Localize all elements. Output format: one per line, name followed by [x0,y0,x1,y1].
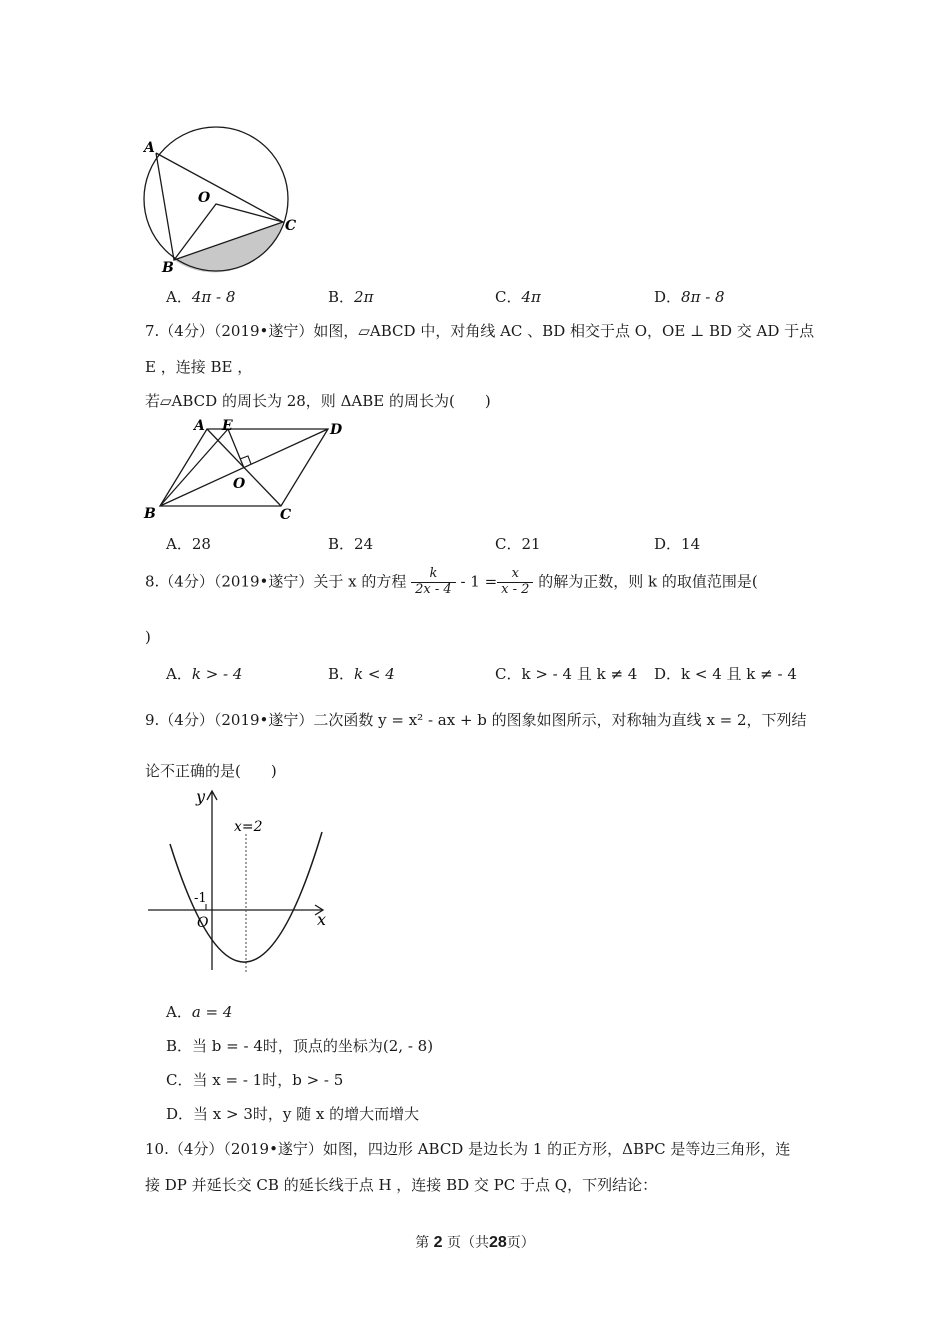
symmetry-axis-label: x=2 [234,819,263,835]
q7-option-d: D．14 [654,535,701,553]
q8-option-a: A．k > - 4 [166,665,243,683]
q10-line2: 接 DP 并延长交 CB 的延长线于点 H ，连接 BD 交 PC 于点 Q，下列结论： [145,1176,658,1194]
q9-line2: 论不正确的是( ) [145,762,277,780]
y-axis-label: y [196,787,206,806]
point-b-label: B [144,506,156,522]
q8-line1: 8.（4分）（2019•遂宁）关于 x 的方程 $\frac{k}{2x - 4}$ - 1 = $\frac{x}{x - 2}$ 的解为正数，则 k 的取值范围是( [145,566,758,597]
q10-line1: 10.（4分）（2019•遂宁）如图，四边形 ABCD 是边长为 1 的正方形，ΔBPC 是等边三角形，连 [145,1140,791,1158]
q9-option-b: B．当 b = - 4时，顶点的坐标为(2, - 8) [166,1037,434,1055]
q7-figure [140,418,350,524]
q8-option-c: C．k > - 4 且 k ≠ 4 [495,665,638,683]
q6-figure [138,120,308,280]
point-d-label: D [330,422,343,438]
q7-option-b: B．24 [328,535,374,553]
q8-option-b: B．k < 4 [328,665,395,683]
q6-option-a: A．4π - 8 [166,288,236,306]
q7-line3: 若▱ABCD 的周长为 28，则 ΔABE 的周长为( ) [145,392,491,410]
q6-option-d: D．8π - 8 [654,288,725,306]
point-a-label: A [194,418,205,434]
point-c-label: C [280,507,292,523]
origin-label: O [197,915,209,931]
q7-line2: E ，连接 BE ， [145,358,253,376]
q9-option-a: A．a = 4 [166,1003,233,1021]
point-o-label: O [233,476,246,492]
q7-option-a: A．28 [166,535,211,553]
segment-be [160,429,228,506]
q9-option-c: C．当 x = - 1时，b > - 5 [166,1071,344,1089]
x-axis-label: x [317,910,327,929]
page-footer: 第 2 页（共28页） [415,1234,535,1251]
q8-line2: ) [145,628,151,646]
minus-one-label: -1 [194,891,207,906]
q8-option-d: D．k < 4 且 k ≠ - 4 [654,665,797,683]
point-o-label: O [198,190,211,206]
total-page-number: 28 [489,1234,507,1251]
q8-fraction-1: $\frac{k}{2x - 4}$ [411,567,456,598]
point-e-label: E [222,418,233,434]
point-c-label: C [285,218,297,234]
q7-option-c: C．21 [495,535,541,553]
point-a-label: A [144,140,155,156]
q6-option-b: B．2π [328,288,374,306]
point-b-label: B [162,260,174,276]
current-page-number: 2 [433,1234,443,1251]
shaded-segment [174,222,283,272]
segment-oe [228,429,244,468]
q9-line1: 9.（4分）（2019•遂宁）二次函数 y = x² - ax + b 的图象如图所示，对称轴为直线 x = 2，下列结 [145,711,807,729]
q6-option-c: C．4π [495,288,541,306]
q7-line1: 7.（4分）（2019•遂宁）如图，▱ABCD 中，对角线 AC 、BD 相交于点 O，OE ⊥ BD 交 AD 于点 [145,322,815,340]
q8-fraction-2: $\frac{x}{x - 2}$ [497,567,533,598]
q9-graph [140,786,340,978]
q9-option-d: D．当 x > 3时，y 随 x 的增大而增大 [166,1105,420,1123]
